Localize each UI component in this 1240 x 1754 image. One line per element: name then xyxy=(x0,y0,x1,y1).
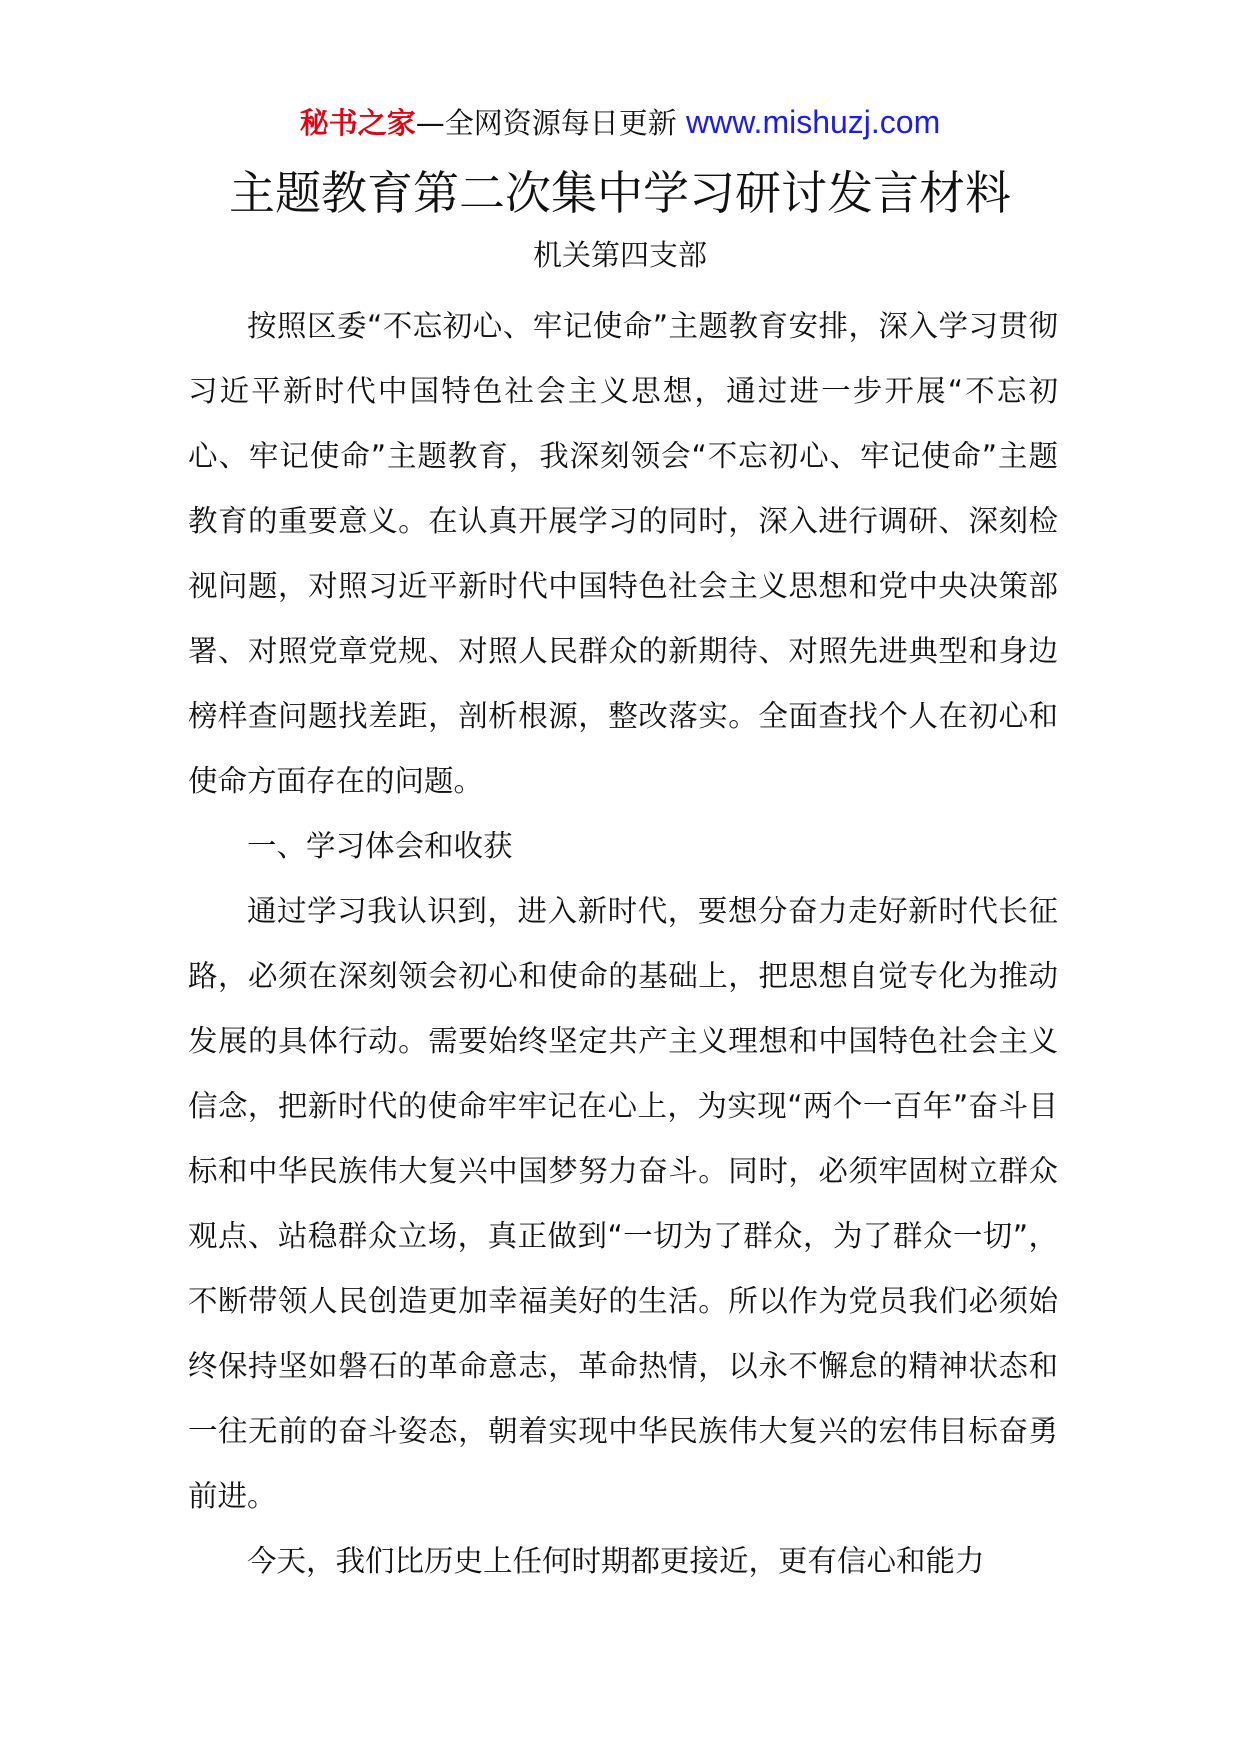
paragraph-learning: 通过学习我认识到，进入新时代，要想分奋力走好新时代长征路，必须在深刻领会初心和使命的基础上，把思想自觉专化为推动发展的具体行动。需要始终坚定共产主义理想和中国特色社会主义信念，把新时代的使命牢牢记在心上，为实现“两个一百年”奋斗目标和中华民族伟大复兴中国梦努力奋斗。同时，必须牢固树立群众观点、站稳群众立场，真正做到“一切为了群众，为了群众一切”，不断带领人民创造更加幸福美好的生活。所以作为党员我们必须始终保持坚如磐石的革命意志，革命热情，以永不懈怠的精神状态和一往无前的奋斗姿态，朝着实现中华民族伟大复兴的宏伟目标奋勇前进。 xyxy=(188,894,1058,1513)
paragraph-intro: 按照区委“不忘初心、牢记使命”主题教育安排，深入学习贯彻习近平新时代中国特色社会主义思想，通过进一步开展“不忘初心、牢记使命”主题教育，我深刻领会“不忘初心、牢记使命”主题教育的重要意义。在认真开展学习的同时，深入进行调研、深刻检视问题，对照习近平新时代中国特色社会主义思想和党中央决策部署、对照党章党规、对照人民群众的新期待、对照先进典型和身边榜样查问题找差距，剖析根源，整改落实。全面查找个人在初心和使命方面存在的问题。 xyxy=(188,309,1058,798)
brand-name: 秘书之家 xyxy=(299,106,416,140)
document-body xyxy=(188,294,1058,1594)
document-subtitle: 机关第四支部 xyxy=(532,238,707,272)
section-heading: 一、学习体会和收获 xyxy=(247,829,513,863)
document-title: 主题教育第二次集中学习研讨发言材料 xyxy=(229,166,1011,220)
site-url-link[interactable]: www.mishuzj.com xyxy=(685,104,941,140)
paragraph-today: 今天，我们比历史上任何时期都更接近，更有信心和能力 xyxy=(247,1544,985,1578)
site-header xyxy=(0,102,1240,143)
header-tagline: —全网资源每日更新 xyxy=(415,106,677,140)
